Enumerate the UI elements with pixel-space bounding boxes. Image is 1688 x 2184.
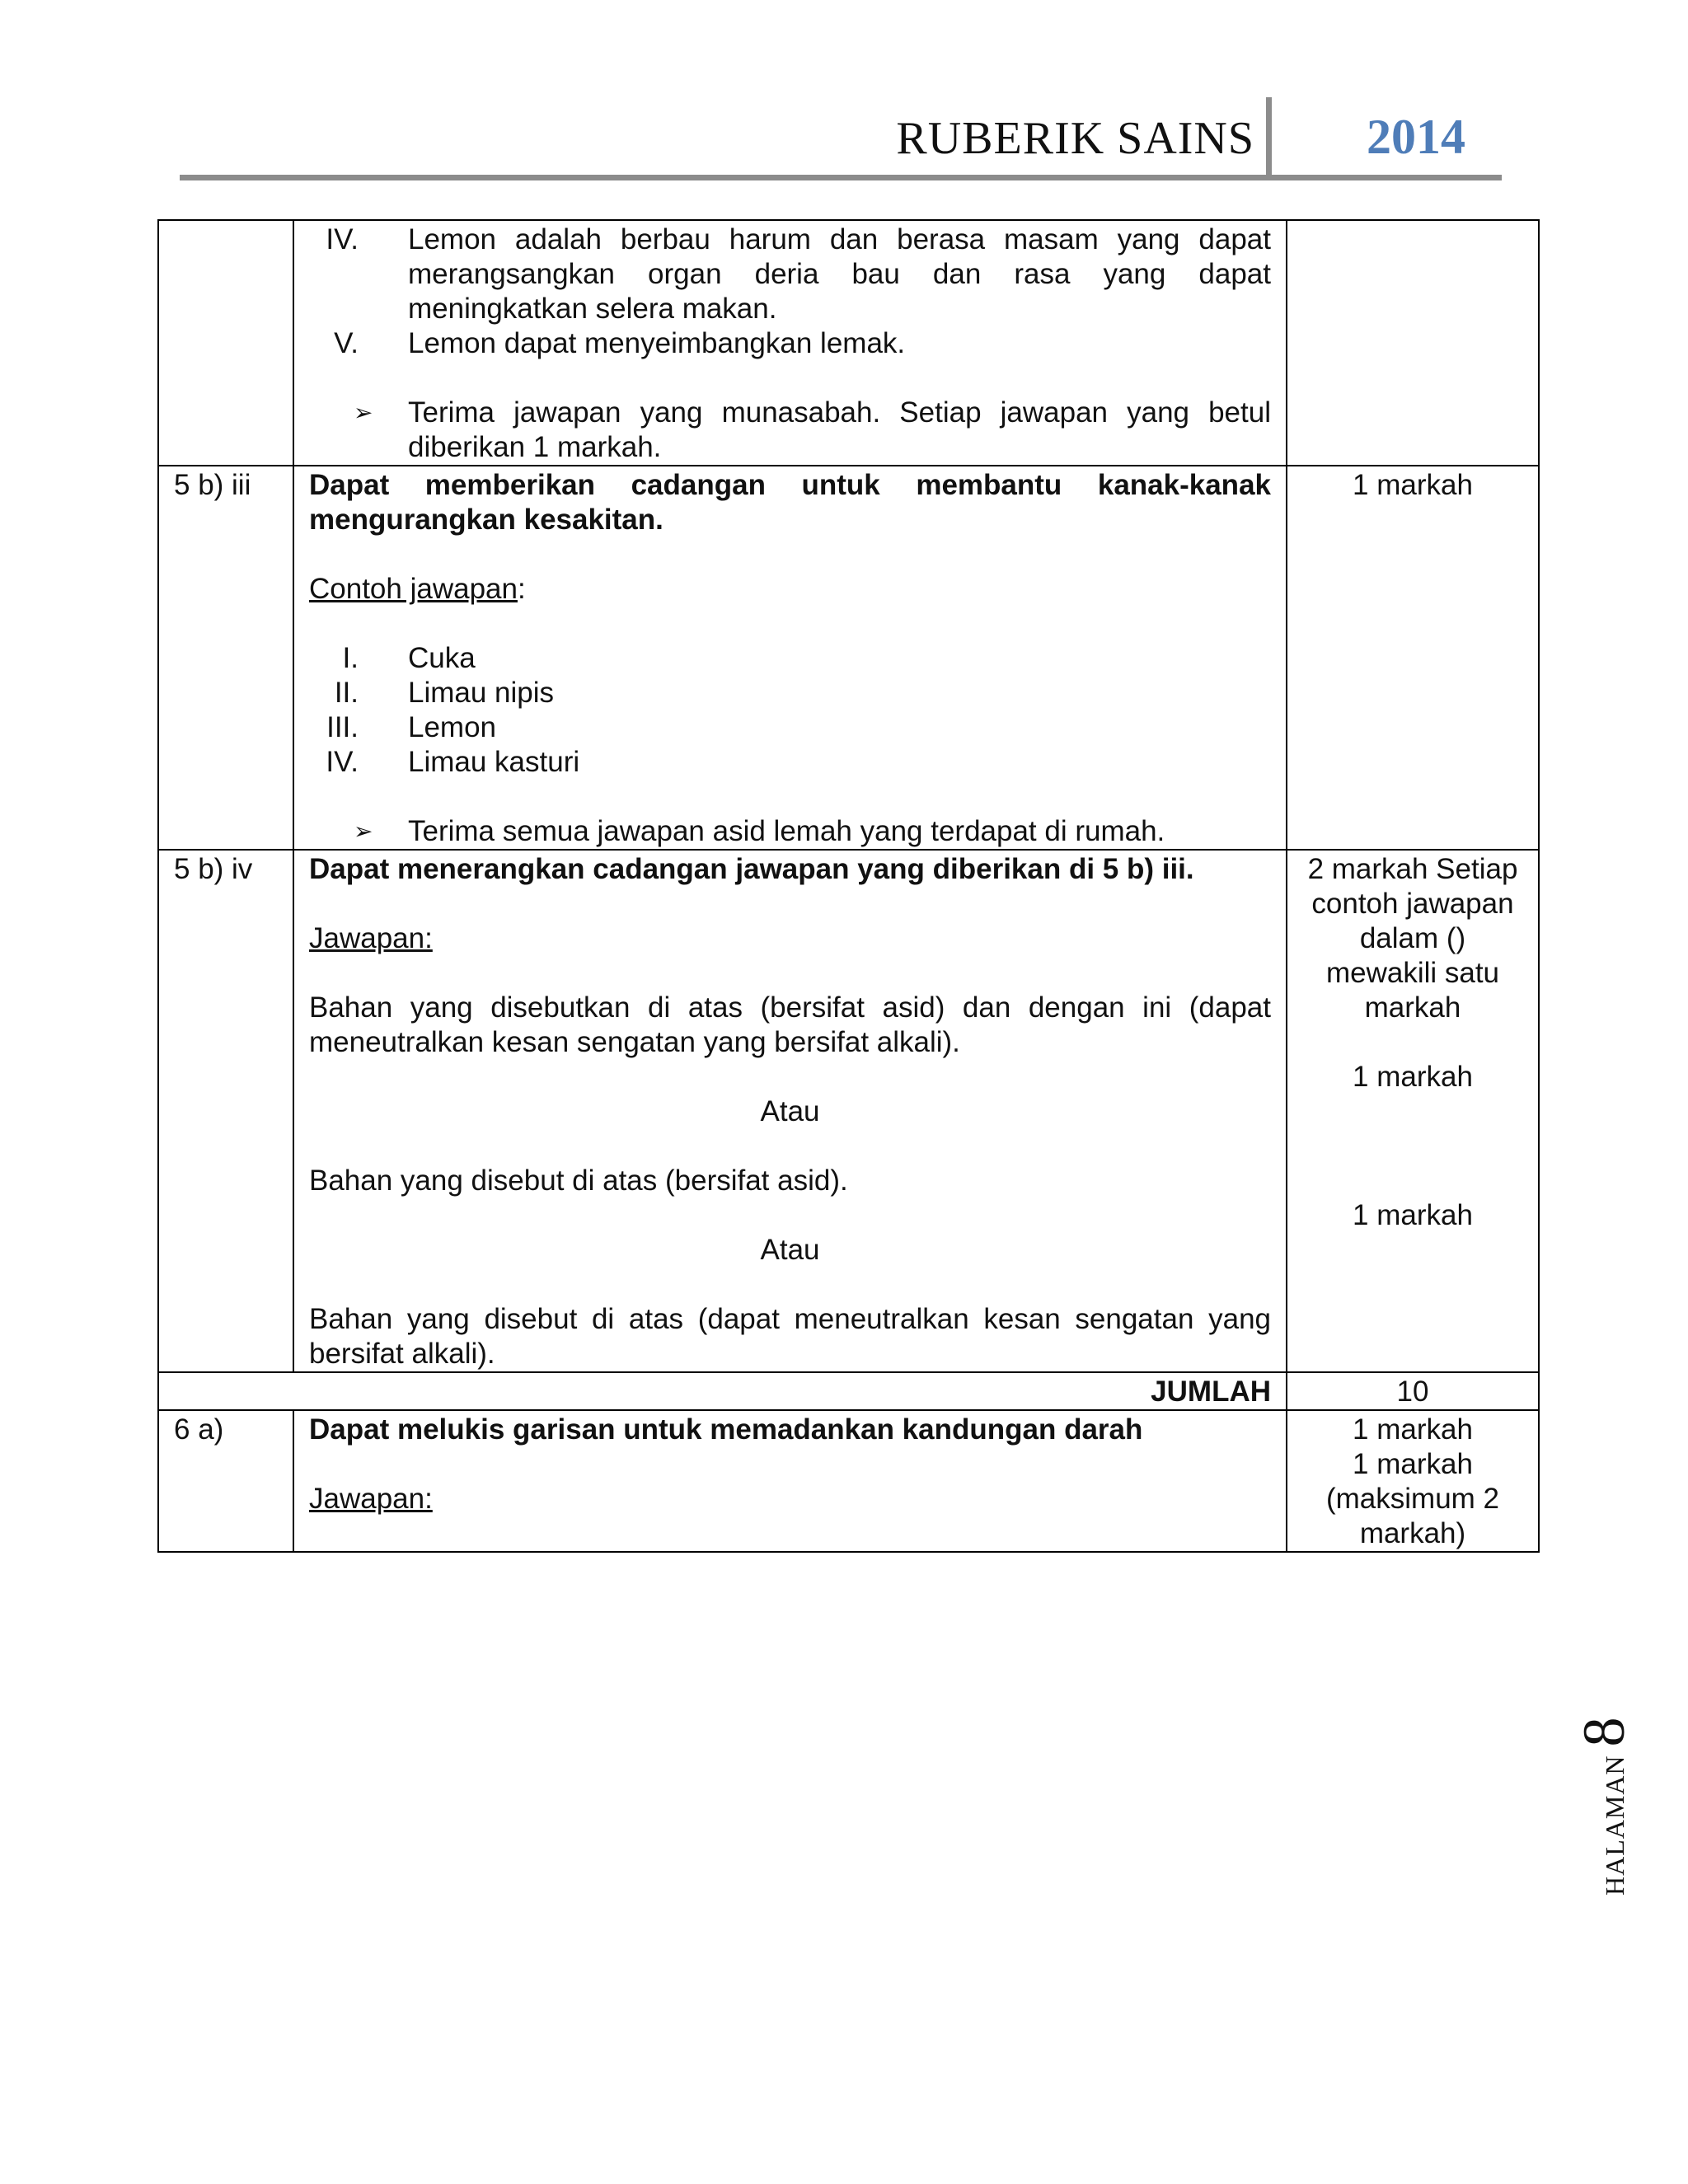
question-number: 5 b) iv (158, 850, 293, 1372)
question-cell (158, 220, 293, 466)
answer-text: Bahan yang disebut di atas (bersifat asid). (309, 1165, 848, 1197)
mark-cell (1287, 1410, 1539, 1552)
answer-cell (293, 466, 1287, 850)
table-row (158, 850, 1539, 1372)
header-rule (180, 175, 1502, 180)
answer-cell (293, 850, 1287, 1372)
mark-value: 1 markah (1287, 466, 1539, 850)
question-number: 6 a) (158, 1410, 293, 1552)
mark-value: 1 markah (1353, 1199, 1473, 1231)
list-item: IV. Lemon adalah berbau harum dan berasa masam yang dapat merangsangkan organ deria bau dan rasa yang dapat meningkatkan selera makan. (326, 223, 1271, 325)
page-header (180, 97, 1502, 180)
rubric-table (157, 219, 1540, 1553)
list-item: V. Lemon dapat menyeimbangkan lemak. (334, 327, 906, 359)
arrow-bullet-icon: ➢ (354, 399, 373, 426)
total-label: JUMLAH (158, 1372, 1287, 1410)
criterion-heading: Dapat memberikan cadangan untuk membantu kanak-kanak mengurangkan kesakitan. (309, 469, 1271, 536)
answer-label: Jawapan: (309, 922, 433, 954)
document-year: 2014 (1367, 110, 1465, 164)
page-number-box (1570, 1698, 1637, 1896)
mark-value: 1 markah (1353, 1413, 1473, 1446)
note-bullet: ➢ Terima semua jawapan asid lemah yang terdapat di rumah. (354, 815, 1165, 847)
list-item: III. Lemon (326, 711, 497, 743)
list-item: I. Cuka (342, 642, 476, 674)
note-bullet: ➢ Terima jawapan yang munasabah. Setiap jawapan yang betul diberikan 1 markah. (354, 396, 1271, 463)
answer-cell (293, 1410, 1287, 1552)
header-separator (1266, 97, 1272, 176)
list-item: II. Limau nipis (334, 677, 555, 709)
mark-value: 2 markah Setiap contoh jawapan dalam () mewakili satu markah (1307, 853, 1518, 1024)
criterion-heading: Dapat melukis garisan untuk memadankan kandungan darah (309, 1413, 1143, 1446)
question-number: 5 b) iii (158, 466, 293, 850)
mark-value: 1 markah (1353, 1448, 1473, 1480)
or-separator: Atau (760, 1234, 820, 1266)
arrow-bullet-icon: ➢ (354, 818, 373, 845)
table-row (158, 1410, 1539, 1552)
or-separator: Atau (760, 1095, 820, 1127)
mark-cell (1287, 850, 1539, 1372)
mark-value: 1 markah (1353, 1061, 1473, 1093)
document-title: RUBERIK SAINS (896, 113, 1254, 164)
total-value: 10 (1287, 1372, 1539, 1410)
table-row (158, 220, 1539, 466)
page-label: HALAMAN (1600, 1755, 1629, 1896)
page-number: 8 (1571, 1717, 1637, 1747)
answer-label: Jawapan: (309, 1483, 433, 1515)
answer-text: Bahan yang disebutkan di atas (bersifat asid) dan dengan ini (dapat meneutralkan kesan sengatan yang bersifat alkali). (309, 991, 1271, 1058)
list-item: IV. Limau kasturi (326, 746, 580, 778)
answer-text: Bahan yang disebut di atas (dapat meneutralkan kesan sengatan yang bersifat alkali). (309, 1303, 1271, 1370)
table-row (158, 466, 1539, 850)
criterion-heading: Dapat menerangkan cadangan jawapan yang diberikan di 5 b) iii. (309, 853, 1194, 885)
table-row (158, 1372, 1539, 1410)
mark-cell (1287, 220, 1539, 466)
mark-value: (maksimum 2 markah) (1325, 1483, 1500, 1549)
answer-cell (293, 220, 1287, 466)
example-label: Contoh jawapan: (309, 573, 526, 605)
